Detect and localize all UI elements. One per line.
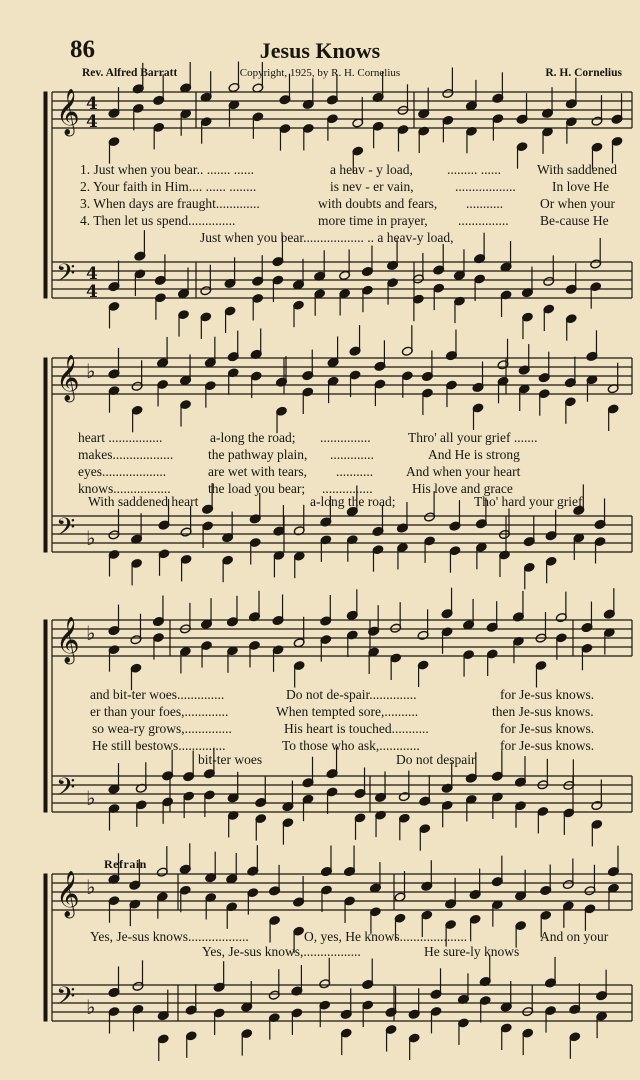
verse-1-line — [78, 430, 162, 446]
verse-3-line — [92, 721, 232, 737]
soprano-lyric-a: Yes, Je-sus knows.................. — [90, 929, 249, 944]
lyric-segment: ........... — [336, 464, 374, 479]
verse-4-line-d — [540, 213, 609, 229]
verse-1-line-c — [320, 430, 371, 446]
verse-2-line — [80, 179, 256, 195]
lyric-segment: for Je-sus knows. — [500, 721, 595, 736]
time-signature: 4 — [86, 112, 98, 132]
lyric-segment: Or when your — [540, 196, 615, 211]
lyric-segment: 1. Just when you bear.. ....... ...... — [80, 162, 254, 177]
lyric-segment: He still bestows.............. — [92, 738, 226, 753]
treble-clef-icon: 𝄞 — [56, 617, 80, 663]
bass-lyric-a: Yes, Je-sus knows,................. — [202, 944, 361, 959]
lyric-segment: ............... — [322, 481, 373, 496]
lyric-segment: er than your foes,............. — [90, 704, 229, 719]
lyric-segment: a-long the road; — [210, 430, 296, 445]
time-signature: 4 — [86, 282, 98, 302]
verse-1-line-c — [500, 687, 594, 703]
bass-clef-icon: 𝄢 — [56, 773, 76, 808]
verse-3-line-c — [336, 464, 373, 480]
verse-2-line — [78, 447, 173, 463]
verse-4-line-c — [500, 738, 594, 754]
lyric-segment: the load you bear; — [208, 481, 306, 496]
lyric-segment: Be-cause He — [540, 213, 609, 228]
bass-clef-icon: 𝄢 — [56, 513, 76, 548]
lyric-segment: 3. When days are fraught............. — [80, 196, 260, 211]
lyric-segment: with doubts and fears, — [318, 196, 438, 211]
verse-1-line-d — [537, 162, 617, 178]
verse-2-line-b — [208, 447, 307, 463]
bass-lyric-a: bit-ter woes — [198, 752, 263, 767]
verse-3-line-c — [500, 721, 594, 737]
verse-1-line-c — [447, 162, 501, 178]
system-bracket — [44, 874, 47, 1021]
verse-1-line-b — [286, 687, 417, 703]
verse-2-line-b — [276, 704, 418, 720]
verse-1-line-b — [330, 162, 413, 178]
lyric-segment: ............. — [330, 447, 374, 462]
lyric-segment: and bit-ter woes.............. — [90, 687, 225, 702]
lyric-segment: His heart is touched........... — [284, 721, 429, 736]
treble-clef-icon: 𝄞 — [56, 355, 80, 401]
time-signature: 4 — [86, 264, 98, 284]
flat-icon: ♭ — [86, 995, 96, 1019]
verse-4-line-b — [208, 481, 305, 497]
flat-icon: ♭ — [86, 359, 96, 383]
bass-lyric-b: a-long the road; — [310, 494, 396, 509]
bass-clef-icon: 𝄢 — [56, 259, 76, 294]
lyric-segment: When tempted sore,.......... — [276, 704, 419, 719]
bass-lyric-b: Do not despair — [396, 752, 476, 767]
verse-1-line-b — [210, 430, 295, 446]
lyric-segment: His love and grace — [412, 481, 513, 496]
verse-2-line — [90, 704, 228, 720]
lyric-segment: then Je-sus knows. — [492, 704, 594, 719]
flat-icon: ♭ — [86, 621, 96, 645]
verse-3-line-b — [318, 196, 437, 212]
lyric-segment: ............... — [458, 213, 509, 228]
lyric-segment: 4. Then let us spend.............. — [80, 213, 236, 228]
lyric-segment: 2. Your faith in Him.... ...... ........ — [80, 179, 257, 194]
bass-lyric-a: With saddened heart — [88, 494, 199, 509]
verse-3-line — [78, 464, 166, 480]
verse-1-line-d — [408, 430, 538, 446]
soprano-lyric-b: O, yes, He knows.................... — [304, 929, 468, 944]
system-bracket — [44, 92, 47, 298]
lyric-segment: a heav - y load, — [330, 162, 413, 177]
verse-3-line-d — [540, 196, 615, 212]
lyric-segment: eyes................... — [78, 464, 167, 479]
lyric-segment: is nev - er vain, — [330, 179, 414, 194]
verse-1-line — [90, 687, 224, 703]
verse-3-line-b — [284, 721, 429, 737]
lyric-segment: the pathway plain, — [208, 447, 308, 462]
lyric-segment: more time in prayer, — [318, 213, 428, 228]
composer: R. H. Cornelius — [545, 67, 622, 79]
lyric-segment: .................. — [455, 179, 516, 194]
flat-icon: ♭ — [86, 526, 96, 550]
hymn-title: Jesus Knows — [259, 38, 381, 63]
bass-clef-icon: 𝄢 — [56, 982, 76, 1017]
lyric-segment: knows................. — [78, 481, 171, 496]
flat-icon: ♭ — [86, 875, 96, 899]
verse-2-line-c — [455, 179, 516, 195]
lyricist: Rev. Alfred Barratt — [82, 67, 178, 79]
treble-clef-icon: 𝄞 — [56, 89, 80, 135]
lyric-segment: heart ................ — [78, 430, 163, 445]
verse-3-line-d — [406, 464, 520, 480]
verse-4-line — [80, 213, 235, 229]
verse-2-line-d — [552, 179, 609, 195]
lyric-segment: To those who ask,............ — [282, 738, 420, 753]
verse-2-line-c — [330, 447, 374, 463]
flat-icon: ♭ — [86, 786, 96, 810]
lyric-segment: makes.................. — [78, 447, 174, 462]
lyric-segment: ......... ...... — [447, 162, 501, 177]
treble-clef-icon: 𝄞 — [56, 871, 80, 917]
verse-3-line-b — [208, 464, 307, 480]
verse-2-line-c — [492, 704, 594, 720]
verse-1-line — [80, 162, 254, 178]
bass-lyric-b: He sure-ly knows — [424, 944, 520, 959]
lyric-segment: In love He — [552, 179, 609, 194]
lyric-segment: Do not de-spair.............. — [286, 687, 417, 702]
system-bracket — [44, 620, 47, 812]
soprano-lyric-c: And on your — [540, 929, 609, 944]
lyric-segment: are wet with tears, — [208, 464, 307, 479]
lyric-segment: Thro' all your grief ....... — [408, 430, 538, 445]
verse-3-line — [80, 196, 260, 212]
lyric-segment: With saddened — [537, 162, 618, 177]
lyric-segment: for Je-sus knows. — [500, 687, 595, 702]
verse-3-line-c — [466, 196, 503, 212]
system-bracket — [44, 358, 47, 552]
page-number: 86 — [70, 36, 95, 63]
lyric-segment: for Je-sus knows. — [500, 738, 595, 753]
lyric-segment: And when your heart — [406, 464, 521, 479]
verse-4-line-b — [318, 213, 428, 229]
time-signature: 4 — [86, 94, 98, 114]
verse-2-line-b — [330, 179, 414, 195]
copyright-notice: Copyright, 1925, by R. H. Cornelius — [239, 67, 401, 79]
lyric-segment: so wea-ry grows,.............. — [92, 721, 232, 736]
bass-lyric-c: Tho' hard your grief — [474, 494, 583, 509]
lyric-segment: And He is strong — [428, 447, 520, 462]
verse-4-line-c — [458, 213, 509, 229]
lyric-segment: ............... — [320, 430, 371, 445]
verse-2-line-d — [428, 447, 520, 463]
bass-lyric-line: Just when you bear.................. .. a heav-y load, — [200, 230, 454, 245]
lyric-segment: ........... — [466, 196, 504, 211]
refrain-label: Refrain — [104, 857, 147, 871]
